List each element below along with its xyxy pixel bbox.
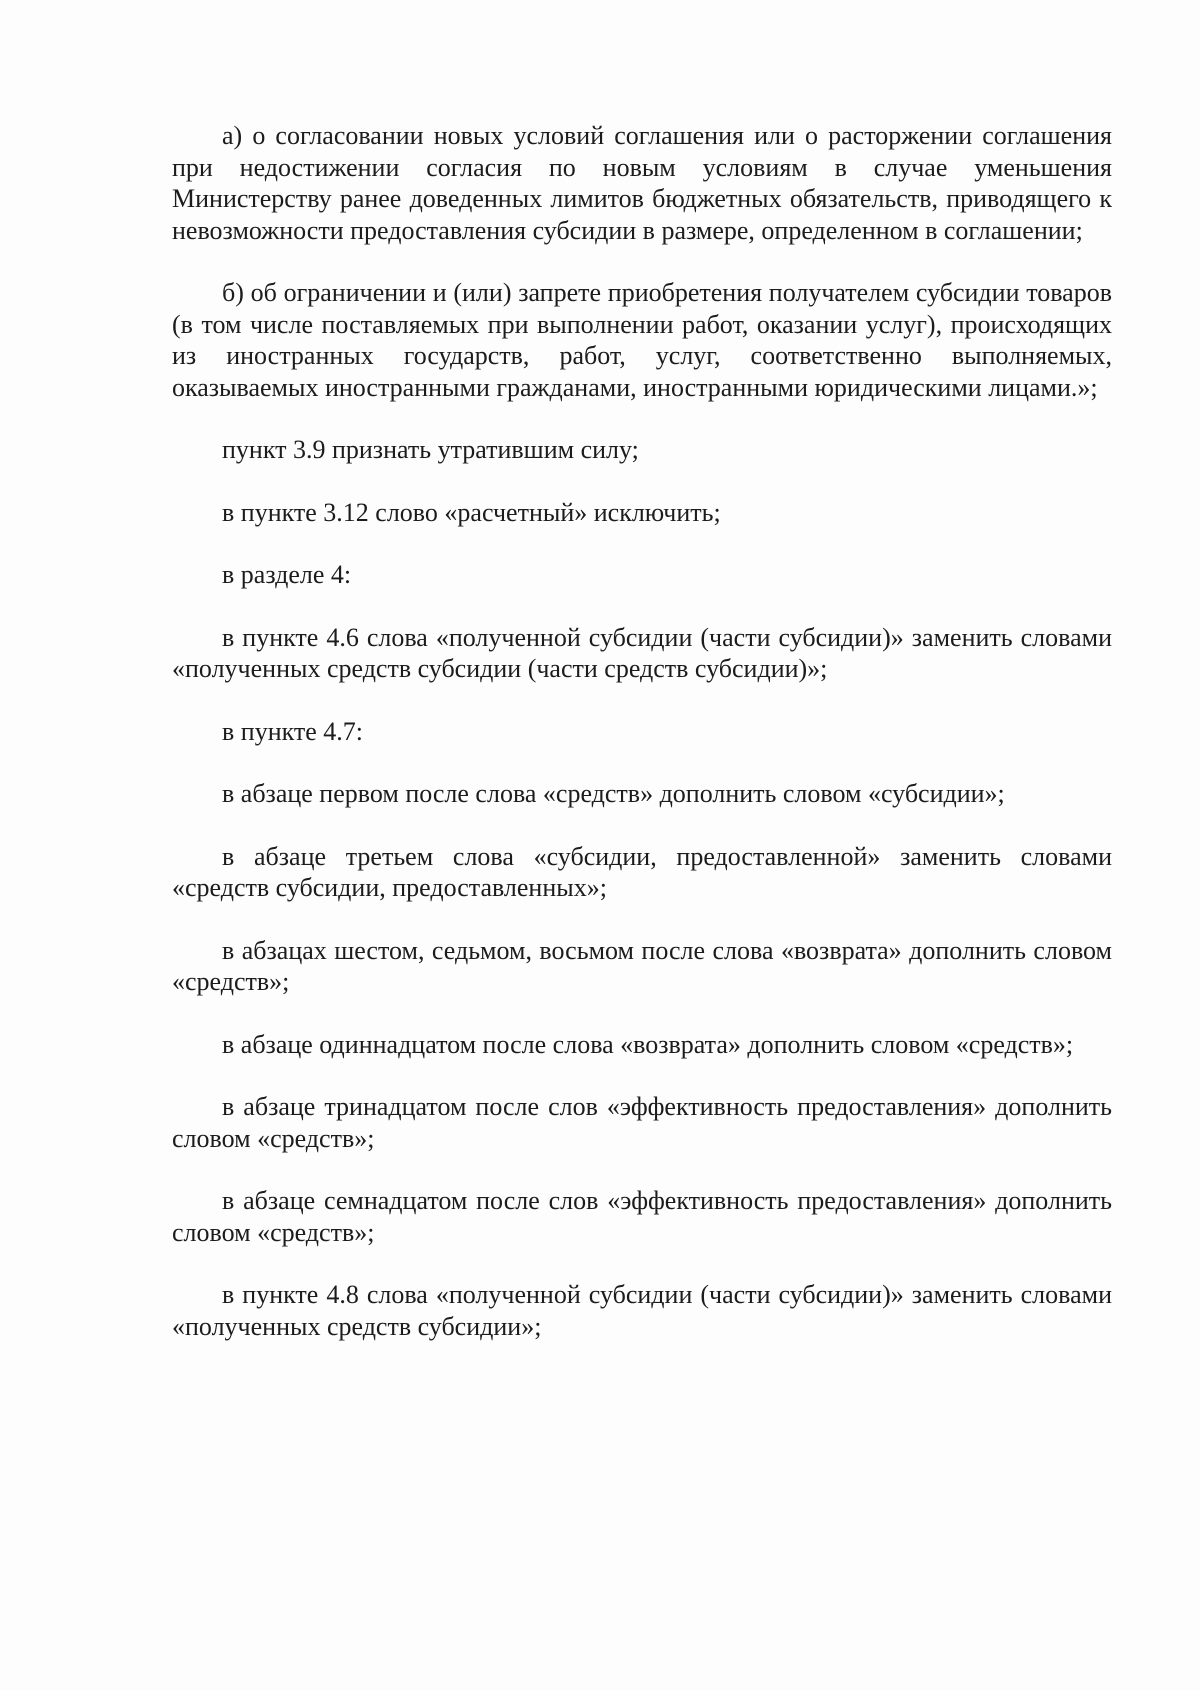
paragraph-4-7: в пункте 4.7: bbox=[222, 716, 364, 746]
paragraph-b: б) об ограничении и (или) запрете приобретения получателем субсидии товаров (в том числе поставляемых при выполнении работ, оказании услуг), происходящих из иностранных государств, работ, услуг, соответственно выполняемых, оказываемых иностранными гражданами, иностранными юридическими лицами.»; bbox=[172, 278, 1112, 402]
paragraph-section-4: в разделе 4: bbox=[222, 560, 352, 589]
paragraph-3-12: в пункте 3.12 слово «расчетный» исключить; bbox=[222, 497, 721, 527]
paragraph-3-9: пункт 3.9 признать утратившим силу; bbox=[222, 435, 639, 464]
paragraph-abzac-1: в абзаце первом после слова «средств» дополнить словом «субсидии»; bbox=[222, 779, 1005, 808]
paragraph-a: а) о согласовании новых условий соглашения или о расторжении соглашения при недостижении согласия по новым условиям в случае уменьшения Министерству ранее доведенных лимитов бюджетных обязательств, приводящего к невозможности предоставления субсидии в размере, определенном в соглашении; bbox=[172, 121, 1112, 245]
paragraph-4-6: в пункте 4.6 слова «полученной субсидии (части субсидии)» заменить словами «полученных средств субсидии (части средств субсидии)»; bbox=[172, 622, 1112, 683]
paragraph-abzac-13: в абзаце тринадцатом после слов «эффективность предоставления» дополнить словом «средств»; bbox=[172, 1092, 1112, 1153]
paragraph-abzac-6-7-8: в абзацах шестом, седьмом, восьмом после слова «возврата» дополнить словом «средств»; bbox=[172, 935, 1112, 996]
paragraph-abzac-3: в абзаце третьем слова «субсидии, предоставленной» заменить словами «средств субсидии, предоставленных»; bbox=[172, 841, 1112, 902]
paragraph-abzac-11: в абзаце одиннадцатом после слова «возврата» дополнить словом «средств»; bbox=[222, 1029, 1074, 1059]
paragraph-4-8: в пункте 4.8 слова «полученной субсидии (части субсидии)» заменить словами «полученных средств субсидии»; bbox=[172, 1280, 1112, 1341]
paragraph-abzac-17: в абзаце семнадцатом после слов «эффективность предоставления» дополнить словом «средств»; bbox=[172, 1186, 1112, 1247]
document-body bbox=[172, 120, 1112, 1373]
